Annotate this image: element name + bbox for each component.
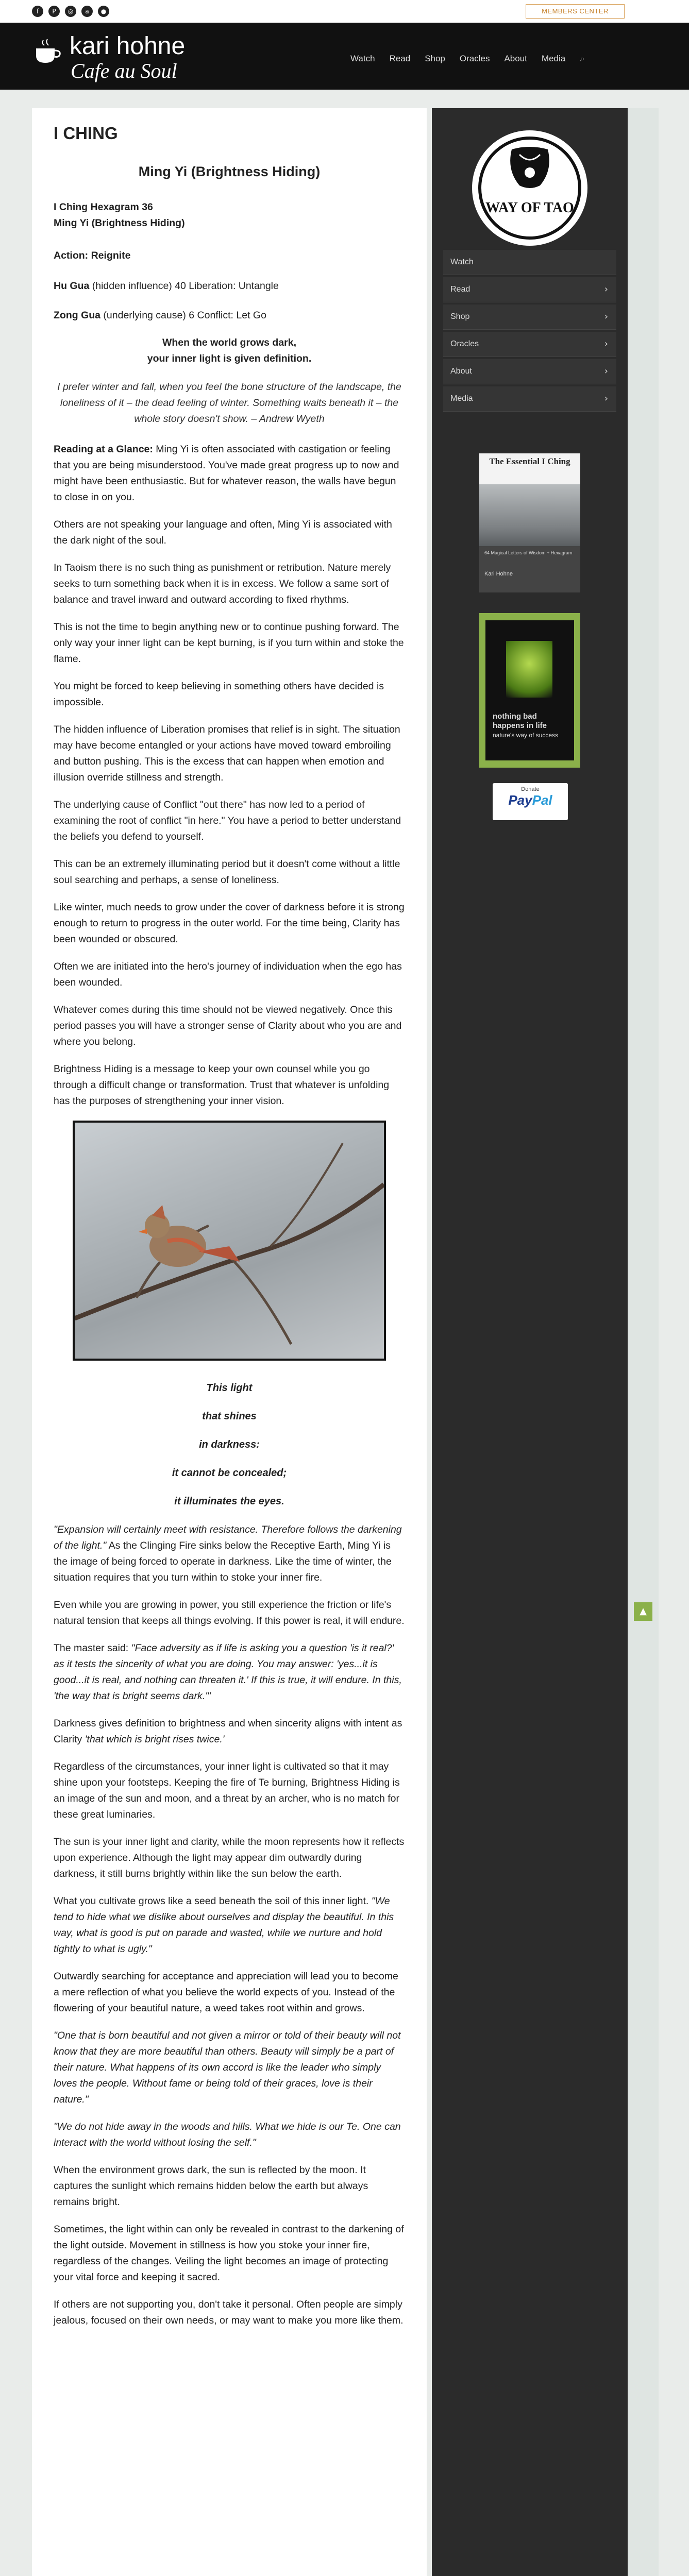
master-intro: The master said: [54, 1642, 131, 1654]
members-center-button[interactable]: MEMBERS CENTER [526, 4, 625, 19]
article-paragraph: The sun is your inner light and clarity, while the moon represents how it reflects upon experience. Although the light may appear dim outwardly during darkness, it still burns brightly within like the sun below the earth. [54, 1836, 405, 1879]
book-cover-inner [485, 620, 574, 760]
hexagram-number: I Ching Hexagram 36 [54, 201, 153, 213]
chevron-right-icon[interactable]: › [604, 284, 608, 295]
instagram-icon[interactable]: ◎ [65, 6, 76, 17]
post-title: Ming Yi (Brightness Hiding) [138, 164, 321, 179]
nav-media[interactable]: Media [541, 54, 566, 63]
article-paragraph: Regardless of the circumstances, your inner light is cultivated so that it may shine upon your footsteps. Keeping the fire of Te burning, Brightness Hiding is an image of the sun and moon, and a threat by an archer, who is no match for these great luminaries. [54, 1761, 400, 1820]
search-icon[interactable]: ⌕ [580, 54, 585, 63]
article-paragraph: If others are not supporting you, don't take it personal. Often people are simply jealous, focused on their own needs, or may want to make you more like them. [54, 2299, 404, 2326]
article-paragraph: In Taoism there is no such thing as punishment or retribution. Nature merely seeks to turn something back when it is in excess. We follow a same sort of balance and travel inward and outward according to fixed rhythms. [54, 562, 391, 605]
book-subtitle: 64 Magical Letters of Wisdom + Hexagram [484, 550, 573, 555]
donate-label: Donate [521, 786, 540, 792]
action-line: Action: Reignite [54, 250, 131, 261]
darkness-quote: 'that which is bright rises twice.' [85, 1734, 225, 1745]
chevron-right-icon[interactable]: › [604, 393, 608, 404]
section-title: I CHING [54, 124, 118, 143]
article [54, 124, 405, 2340]
article-paragraph: Like winter, much needs to grow under the cover of darkness before it is strong enough to return to progress in the outer world. For the time being, Clarity has been wounded or obscured. [54, 902, 405, 945]
darkness-text: Darkness gives definition to brightness and when sincerity aligns with intent as Clarity [54, 1718, 402, 1745]
expansion-text: As the Clinging Fire sinks below the Receptive Earth, Ming Yi is the image of being forced to operate in darkness. Like the time of winter, the situation requires that you turn within to stoke your inner fire. [54, 1540, 392, 1583]
article-paragraph: Outwardly searching for acceptance and appreciation will lead you to become a mere reflection of what you believe the world expects of you. Instead of the flowering of your beautiful nature, a weed takes root within and grows. [54, 1971, 398, 2014]
sidebar-item-watch[interactable] [443, 250, 616, 275]
poem-line: This light [206, 1382, 253, 1394]
poem-line: it illuminates the eyes. [174, 1496, 284, 1507]
article-paragraph: This can be an extremely illuminating period but it doesn't come without a little soul searching and perhaps, a sense of loneliness. [54, 858, 400, 886]
sidebar-item-about[interactable] [443, 359, 616, 384]
paypal-logo-icon: PayPal [508, 792, 552, 808]
poem-line: it cannot be concealed; [172, 1467, 287, 1479]
article-paragraph: Whatever comes during this time should not be viewed negatively. Once this period passes you will have a stronger sense of Clarity about who you are and where you belong. [54, 1004, 402, 1047]
article-paragraph: Others are not speaking your language and often, Ming Yi is associated with the dark night of the soul. [54, 519, 392, 546]
wyeth-quote: I prefer winter and fall, when you feel the bone structure of the landscape, the loneliness of it – the dead feeling of winter. Something waits beneath it – the whole story doesn't show. – Andrew Wyeth [57, 381, 401, 425]
motto-line-1: When the world grows dark, [162, 337, 297, 348]
sidebar-menu [443, 250, 616, 414]
sidebar-item-read[interactable] [443, 277, 616, 302]
nothing-bad-happens-book-cover[interactable] [479, 613, 580, 768]
zong-gua-text: (underlying cause) 6 Conflict: Let Go [100, 310, 266, 321]
article-paragraph: Often we are initiated into the hero's journey of individuation when the ego has been wounded. [54, 961, 402, 988]
sidebar [432, 108, 628, 2576]
sidebar-item-shop[interactable] [443, 304, 616, 330]
apple-icon[interactable]: ● [98, 6, 109, 17]
facebook-icon[interactable]: f [32, 6, 43, 17]
glance-text: Ming Yi is often associated with castigation or feeling that you are being misunderstood. You've made great progress up to now and might have been enthusiastic. But for whatever reason, the walls have begun to close in on you. [54, 444, 399, 503]
sidebar-item-label: About [450, 367, 472, 376]
coffee-cup-logo-icon[interactable] [32, 37, 63, 68]
top-bar [0, 0, 689, 23]
article-paragraph: This is not the time to begin anything new or to continue pushing forward. The only way your inner light can be kept burning, is if you turn within and stoke the flame. [54, 621, 404, 665]
nav-watch[interactable]: Watch [350, 54, 375, 63]
nav-oracles[interactable]: Oracles [459, 54, 490, 63]
article-paragraph: The hidden influence of Liberation promises that relief is in sight. The situation may have become entangled or your actions have moved toward embroiling and button pushing. This is the excess that can happen when emotion and illusion override stillness and strength. [54, 724, 400, 783]
book-line: happens in life [493, 721, 547, 730]
born-beautiful-quote: "One that is born beautiful and not given a mirror or told of their beauty will not know that they are more beautiful than others. Beauty will simply be a part of their nature. What happens of its own accord is like the leader who simply loves the people. Without fame or being told of their graces, love is their nature." [54, 2030, 401, 2105]
chevron-right-icon[interactable]: › [604, 338, 608, 349]
nav-shop[interactable]: Shop [425, 54, 445, 63]
way-of-tao-logo-icon[interactable] [463, 124, 597, 252]
sidebar-item-label: Media [450, 394, 473, 403]
pinterest-icon[interactable]: P [48, 6, 60, 17]
nav-about[interactable]: About [504, 54, 527, 63]
cultivate-quote: "We tend to hide what we dislike about ourselves and display the beautiful. In this way, what is good is put on parade and wasted, while we nurture and hold tightly to what is ugly." [54, 1895, 394, 1955]
cardinal-bird-photo [73, 1121, 386, 1361]
poem [54, 1380, 405, 1510]
sidebar-item-label: Watch [450, 258, 474, 266]
article-paragraph: Brightness Hiding is a message to keep your own counsel while you go through a difficult change or transformation. Trust that whatever is unfolding has the purposes of strengthening your inner vision. [54, 1063, 390, 1107]
book-cover-band [479, 546, 580, 592]
chevron-right-icon[interactable]: › [604, 311, 608, 322]
article-paragraph: When the environment grows dark, the sun is reflected by the moon. It captures the sunlight which remains hidden below the earth but always remains bright. [54, 2164, 368, 2208]
poem-line: in darkness: [199, 1439, 260, 1450]
site-header [0, 23, 689, 90]
main-nav [350, 54, 584, 64]
logo-name[interactable]: kari hohne [70, 32, 186, 60]
book-author: Kari Hohne [484, 571, 513, 577]
book-line: nature's way of success [493, 732, 559, 739]
woods-quote: "We do not hide away in the woods and hills. What we hide is our Te. One can interact with the world without losing the self." [54, 2121, 401, 2148]
tao-logo-text: WAY OF TAO [485, 200, 574, 216]
zong-gua-label: Zong Gua [54, 310, 100, 321]
article-paragraph: Sometimes, the light within can only be revealed in contrast to the darkening of the light outside. Movement in stillness is how you stoke your inner fire, regardless of the changes. Veiling the light becomes an image of protecting your vital force and keeping it sacred. [54, 2224, 404, 2283]
nav-read[interactable]: Read [389, 54, 411, 63]
hexagram-name: Ming Yi (Brightness Hiding) [54, 217, 185, 229]
expansion-quote: "Expansion will certainly meet with resistance. Therefore follows the darkening of the light." [54, 1524, 402, 1551]
motto-line-2: your inner light is given definition. [147, 353, 312, 364]
article-paragraph: The underlying cause of Conflict "out there" has now led to a period of examining the root of conflict "in here." You have a period to better understand the beliefs you defend to yourself. [54, 799, 401, 842]
social-icons [32, 6, 109, 17]
book-title: The Essential I Ching [489, 456, 570, 466]
sidebar-item-label: Oracles [450, 340, 479, 348]
cultivate-text: What you cultivate grows like a seed beneath the soil of this inner light. [54, 1895, 372, 1907]
glance-label: Reading at a Glance: [54, 444, 153, 455]
logo-tagline: Cafe au Soul [71, 59, 177, 82]
book-cover-image [479, 484, 580, 546]
sidebar-item-oracles[interactable] [443, 332, 616, 357]
scroll-to-top-icon[interactable]: ▲ [634, 1602, 652, 1621]
essential-i-ching-book-cover[interactable] [479, 453, 580, 592]
sidebar-item-media[interactable] [443, 386, 616, 412]
main-content [32, 108, 427, 2576]
paypal-donate-button[interactable] [493, 783, 568, 820]
chevron-right-icon[interactable]: › [604, 366, 608, 377]
amazon-icon[interactable]: a [81, 6, 93, 17]
leaf-image [506, 641, 552, 698]
page-margin-strip [628, 108, 659, 2576]
master-quote: "Face adversity as if life is asking you a question 'is it real?' as it tests the sincerity of what you are doing. You may answer: 'yes...it is good...it is real, and nothing can threaten it.' If this is true, it will endure. In this, 'the way that is bright seems dark.'" [54, 1642, 402, 1702]
bird-on-branch-image [75, 1123, 384, 1359]
book-cover-text [493, 712, 570, 740]
article-paragraph: You might be forced to keep believing in something others have decided is impossible. [54, 681, 384, 708]
hu-gua-label: Hu Gua [54, 280, 90, 292]
sidebar-item-label: Shop [450, 312, 470, 321]
hu-gua-text: (hidden influence) 40 Liberation: Untangle [89, 280, 279, 292]
poem-line: that shines [202, 1411, 257, 1422]
book-line: nothing bad [493, 712, 537, 721]
sidebar-item-label: Read [450, 285, 470, 294]
article-paragraph: Even while you are growing in power, you still experience the friction or life's natural tension that keeps all things evolving. If this power is real, it will endure. [54, 1599, 405, 1626]
